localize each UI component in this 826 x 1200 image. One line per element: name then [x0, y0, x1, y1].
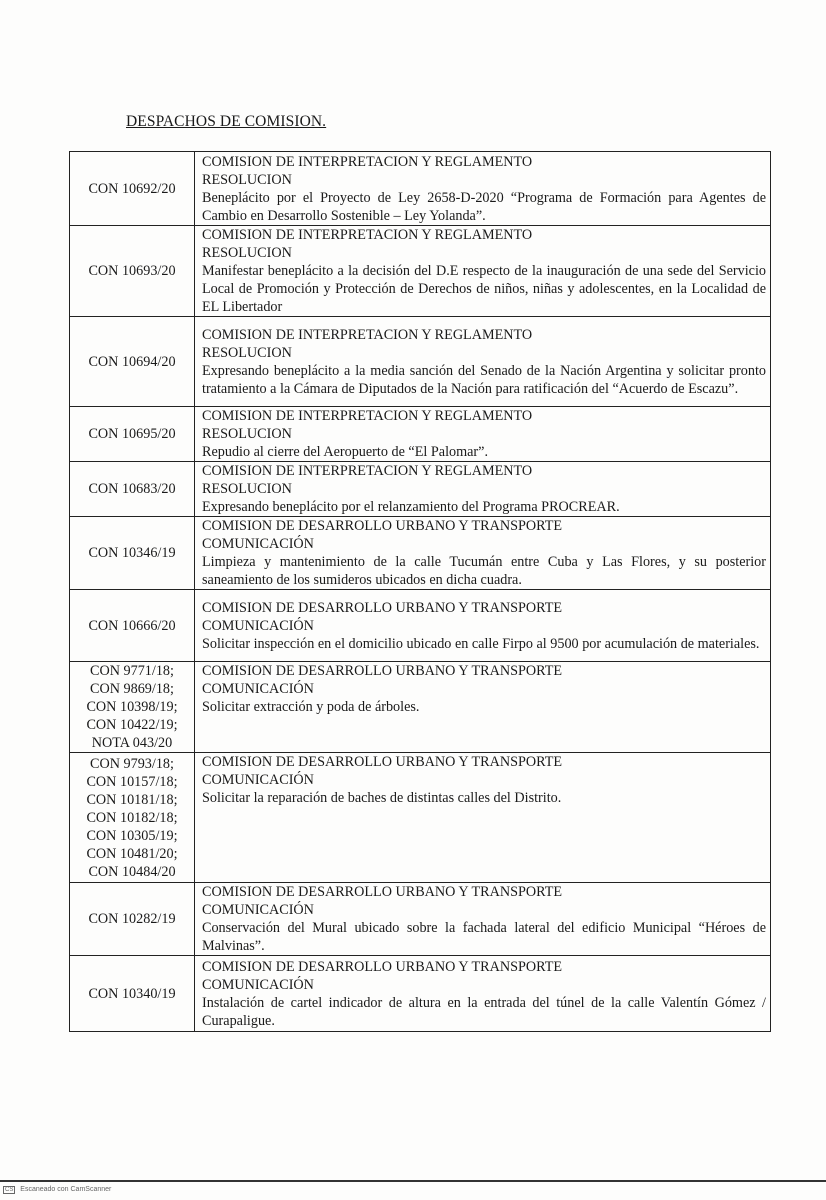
- despacho-type: RESOLUCION: [202, 481, 292, 497]
- expediente-codes: [70, 317, 195, 407]
- expediente-code: CON 10484/20: [88, 863, 176, 880]
- comision-name: COMISION DE DESARROLLO URBANO Y TRANSPORTE: [202, 958, 563, 975]
- table-row: [70, 753, 771, 883]
- expediente-codes: [70, 517, 195, 590]
- table-row: [70, 662, 771, 753]
- scanner-text: Escaneado con CamScanner: [20, 1186, 112, 1193]
- expediente-codes: [70, 226, 195, 317]
- expediente-code: CON 9869/18;: [90, 681, 174, 697]
- expediente-codes: [70, 753, 195, 883]
- despacho-detail: [195, 517, 771, 590]
- despacho-description: Solicitar extracción y poda de árboles.: [202, 699, 420, 715]
- despacho-detail: [195, 590, 771, 662]
- despacho-detail: [195, 956, 771, 1032]
- comision-name: COMISION DE DESARROLLO URBANO Y TRANSPORTE: [202, 518, 563, 534]
- despacho-type: COMUNICACIÓN: [202, 617, 314, 634]
- despacho-type: RESOLUCION: [202, 426, 292, 442]
- table-row: [70, 590, 771, 662]
- despacho-type: RESOLUCION: [202, 245, 292, 261]
- despacho-type: COMUNICACIÓN: [202, 536, 314, 552]
- scan-border: [0, 1180, 826, 1182]
- expediente-codes: [70, 152, 195, 226]
- despacho-description: Beneplácito por el Proyecto de Ley 2658-D-2020 “Programa de Formación para Agentes de Cambio en Desarrollo Sostenible – Ley Yolanda”.: [202, 189, 766, 224]
- expediente-code: CON 10693/20: [88, 263, 176, 279]
- table-row: [70, 462, 771, 517]
- expediente-codes: [70, 407, 195, 462]
- despacho-description: Solicitar inspección en el domicilio ubicado en calle Firpo al 9500 por acumulación de materiales.: [202, 635, 760, 652]
- despacho-description: Expresando beneplácito por el relanzamiento del Programa PROCREAR.: [202, 499, 620, 515]
- expediente-code: CON 10181/18;: [86, 791, 178, 808]
- despacho-description: Limpieza y mantenimiento de la calle Tucumán entre Cuba y Las Flores, y su posterior saneamiento de los sumideros ubicados en dicha cuadra.: [202, 554, 766, 588]
- despacho-detail: [195, 662, 771, 753]
- despacho-description: Expresando beneplácito a la media sanción del Senado de la Nación Argentina y solicitar pronto tratamiento a la Cámara de Diputados de la Nación para ratificación del “Acuerdo de Escazu”.: [202, 362, 766, 397]
- table-row: [70, 152, 771, 226]
- table-row: [70, 517, 771, 590]
- table-row: [70, 317, 771, 407]
- expediente-codes: [70, 883, 195, 956]
- despacho-detail: [195, 407, 771, 462]
- despacho-description: Solicitar la reparación de baches de distintas calles del Distrito.: [202, 790, 562, 806]
- expediente-code: CON 10346/19: [88, 545, 176, 561]
- expediente-code: CON 10481/20;: [86, 845, 178, 862]
- despacho-detail: [195, 317, 771, 407]
- expediente-codes: [70, 662, 195, 753]
- despacho-description: Repudio al cierre del Aeropuerto de “El Palomar”.: [202, 444, 489, 460]
- expediente-code: CON 9793/18;: [90, 755, 174, 772]
- expediente-code: CON 10340/19: [88, 985, 176, 1002]
- comision-name: COMISION DE INTERPRETACION Y REGLAMENTO: [202, 463, 533, 479]
- comision-name: COMISION DE INTERPRETACION Y REGLAMENTO: [202, 408, 533, 424]
- table-row: [70, 956, 771, 1032]
- comision-name: COMISION DE DESARROLLO URBANO Y TRANSPORTE: [202, 599, 563, 616]
- despacho-description: Conservación del Mural ubicado sobre la fachada lateral del edificio Municipal “Héroes de Malvinas”.: [202, 920, 766, 954]
- expediente-code: CON 10683/20: [88, 481, 176, 497]
- expediente-code: CON 10666/20: [88, 617, 176, 634]
- page-heading: DESPACHOS DE COMISION.: [126, 113, 327, 130]
- comision-name: COMISION DE INTERPRETACION Y REGLAMENTO: [202, 326, 533, 343]
- camscanner-icon: CS: [5, 1187, 14, 1193]
- expediente-code: CON 10282/19: [88, 911, 176, 927]
- table-row: [70, 883, 771, 956]
- despacho-type: COMUNICACIÓN: [202, 681, 314, 697]
- despacho-detail: [195, 152, 771, 226]
- expediente-code: NOTA 043/20: [91, 735, 173, 751]
- comision-name: COMISION DE INTERPRETACION Y REGLAMENTO: [202, 153, 533, 170]
- despacho-type: RESOLUCION: [202, 171, 292, 188]
- scanner-watermark: [3, 1186, 111, 1194]
- despacho-description: Manifestar beneplácito a la decisión del D.E respecto de la inauguración de una sede del Servicio Local de Promoción y Protección de Derechos de niños, niñas y adolescentes, en la Localidad de EL Libertador: [202, 263, 766, 315]
- despacho-detail: [195, 226, 771, 317]
- expediente-code: CON 10692/20: [88, 180, 176, 197]
- expediente-code: CON 10695/20: [88, 426, 176, 442]
- table-row: [70, 226, 771, 317]
- despacho-detail: [195, 883, 771, 956]
- despacho-detail: [195, 462, 771, 517]
- expediente-code: CON 10422/19;: [86, 717, 178, 733]
- expediente-code: CON 10694/20: [88, 353, 176, 370]
- table-row: [70, 407, 771, 462]
- expediente-code: CON 10305/19;: [86, 827, 178, 844]
- comision-name: COMISION DE INTERPRETACION Y REGLAMENTO: [202, 227, 533, 243]
- despacho-detail: [195, 753, 771, 883]
- expediente-codes: [70, 590, 195, 662]
- commission-table: [69, 151, 771, 1032]
- expediente-code: CON 10157/18;: [86, 773, 178, 790]
- despacho-type: RESOLUCION: [202, 344, 292, 361]
- despacho-type: COMUNICACIÓN: [202, 902, 314, 918]
- despacho-description: Instalación de cartel indicador de altura en la entrada del túnel de la calle Valentín Gómez / Curapaligue.: [202, 994, 766, 1029]
- comision-name: COMISION DE DESARROLLO URBANO Y TRANSPORTE: [202, 884, 563, 900]
- expediente-code: CON 9771/18;: [90, 663, 174, 679]
- despacho-type: COMUNICACIÓN: [202, 976, 314, 993]
- expediente-code: CON 10398/19;: [86, 699, 178, 715]
- expediente-codes: [70, 462, 195, 517]
- comision-name: COMISION DE DESARROLLO URBANO Y TRANSPORTE: [202, 663, 563, 679]
- comision-name: COMISION DE DESARROLLO URBANO Y TRANSPORTE: [202, 754, 563, 770]
- despacho-type: COMUNICACIÓN: [202, 772, 314, 788]
- expediente-codes: [70, 956, 195, 1032]
- expediente-code: CON 10182/18;: [86, 809, 178, 826]
